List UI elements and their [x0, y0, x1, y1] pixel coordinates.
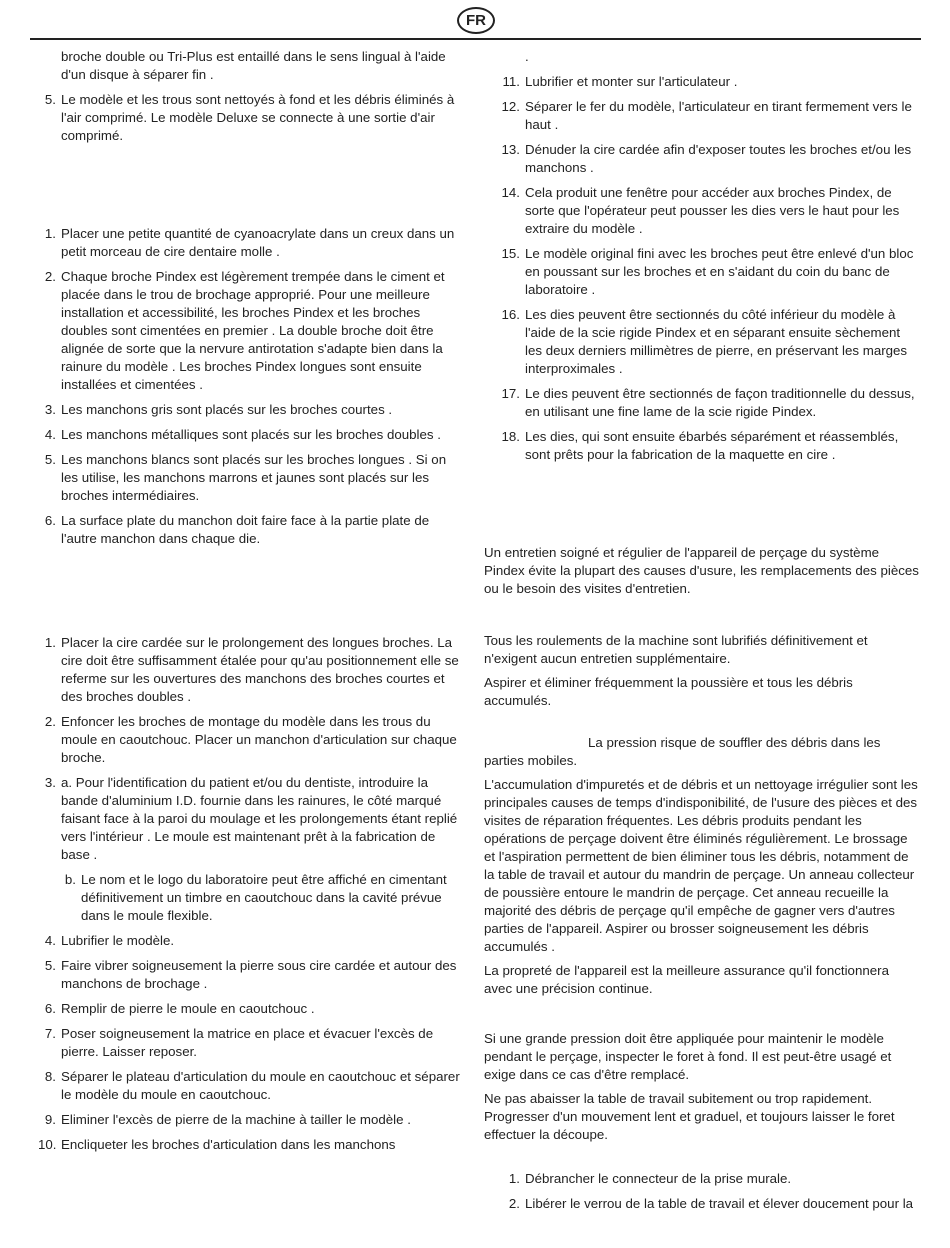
left-intro-list: [38, 48, 466, 145]
list-item-number: 18.: [501, 429, 520, 444]
list-item-text: Les manchons gris sont placés sur les broches courtes .: [61, 402, 393, 417]
list-item-text: Faire vibrer soigneusement la pierre sous cire cardée et autour des manchons de brochage .: [61, 958, 457, 991]
list-item-number: 14.: [501, 185, 520, 200]
list-item: [38, 713, 466, 767]
list-item-text: Le nom et le logo du laboratoire peut être affiché en cimentant définitivement un timbre en caoutchouc dans la cavité prévue dans le moule flexible.: [81, 872, 447, 923]
list-item-text: Cela produit une fenêtre pour accéder aux broches Pindex, de sorte que l'opérateur peut pousser les dies vers le haut pour les extraire du modèle .: [525, 185, 900, 236]
debris-paragraph: L'accumulation d'impuretés et de débris et un nettoyage irrégulier sont les principales causes de temps d'indisponibilité, de l'usure des pièces et des visites de réparation fréquentes. Les débris produits pendant les opérations de perçage doivent être éliminés régulièrement. Le brossage et l'aspiration permettent de bien éliminer tous les débris, notamment de la table de travail et autour du mandrin de perçage. Un anneau collecteur de poussière entoure le mandrin de perçage. Cet anneau recueille la majorité des débris de perçage qu'il empêche de gagner vers d'autres parties de l'appareil. Aspirer ou brosser soigneusement les débris accumulés .: [484, 777, 918, 954]
drill-replacement-steps: [484, 1170, 920, 1213]
list-item-text: Séparer le plateau d'articulation du moule en caoutchouc et séparer le modèle du moule en caoutchouc.: [61, 1069, 460, 1102]
list-item: [38, 225, 466, 261]
list-item-text: Dénuder la cire cardée afin d'exposer toutes les broches et/ou les manchons .: [525, 142, 912, 175]
list-item-number: 6.: [44, 513, 56, 528]
list-item-number: 4.: [44, 427, 56, 442]
list-item-text: Enfoncer les broches de montage du modèle dans les trous du moule en caoutchouc. Placer un manchon d'articulation sur chaque broche.: [61, 714, 457, 765]
list-item: [38, 451, 466, 505]
drill-pressure-note: Si une grande pression doit être appliquée pour maintenir le modèle pendant le perçage, inspecter le foret à fond. Il est peut-être usagé et exige dans ce cas d'être remplacé.: [484, 1031, 892, 1082]
list-item-number: 5.: [44, 452, 56, 467]
left-column: [38, 48, 466, 1161]
list-item-number: 13.: [501, 142, 520, 157]
list-item-number: 7.: [44, 1026, 56, 1041]
list-item: [484, 1170, 920, 1188]
list-item-number: 17.: [501, 386, 520, 401]
list-item-number: 5.: [44, 958, 56, 973]
list-item: [38, 957, 466, 993]
list-item-text: Chaque broche Pindex est légèrement trempée dans le ciment et placée dans le trou de brochage approprié. Pour une meilleure installation et accessibilité, les broches Pindex et les broches doubles sont cimentées en premier . La double broche doit être alignée de sorte que la nervure antirotation s'adapte bien dans la rainure du modèle . Les broches Pindex longues sont ensuite installées et cimentées .: [61, 269, 445, 392]
list-item: [38, 401, 466, 419]
list-item-number: 3.: [44, 402, 56, 417]
maintenance-intro: Un entretien soigné et régulier de l'appareil de perçage du système Pindex évite la plupart des causes d'usure, les remplacements des pièces ou le besoin des visites d'entretien.: [484, 545, 919, 596]
list-item-number: 9.: [44, 1112, 56, 1127]
list-item: [38, 426, 466, 444]
list-item: [38, 932, 466, 950]
list-item-number: 16.: [501, 307, 520, 322]
list-item-text: Les manchons métalliques sont placés sur les broches doubles .: [61, 427, 441, 442]
list-item-number: 4.: [44, 933, 56, 948]
list-item-text: broche double ou Tri-Plus est entaillé dans le sens lingual à l'aide d'un disque à séparer fin .: [61, 49, 446, 82]
list-item-text: Le modèle original fini avec les broches peut être enlevé d'un bloc en poussant sur les broches et en s'aidant du coin du banc de laboratoire .: [525, 246, 914, 297]
list-item-text: Lubrifier le modèle.: [61, 933, 175, 948]
list-item-text: Débrancher le connecteur de la prise murale.: [525, 1171, 792, 1186]
list-item: [484, 1195, 920, 1213]
pin-cementing-steps: [38, 225, 466, 548]
list-item-text: Libérer le verrou de la table de travail et élever doucement pour la: [525, 1196, 914, 1211]
list-item: [484, 306, 920, 378]
list-item-text: a. Pour l'identification du patient et/ou du dentiste, introduire la bande d'aluminium I.D. fournie dans les rainures, le côté marqué faisant face à la paroi du moulage et les prolongements étant replié vers l'intérieur . Le moule est maintenant prêt à la fabrication de base .: [61, 775, 458, 862]
maintenance-section: [484, 544, 920, 1144]
list-item-text: Le modèle et les trous sont nettoyés à fond et les débris éliminés à l'air comprimé. Le modèle Deluxe se connecte à une sortie d'air comprimé.: [61, 92, 455, 143]
list-item-text: Placer une petite quantité de cyanoacrylate dans un creux dans un petit morceau de cire dentaire molle .: [61, 226, 455, 259]
list-item-text: Les dies peuvent être sectionnés du côté inférieur du modèle à l'aide de la scie rigide Pindex et en séparant ensuite sèchement les deux derniers millimètres de pierre, en préservant les marges interproximales .: [525, 307, 908, 376]
list-item-number: b.: [64, 872, 76, 887]
list-item-text: Encliqueter les broches d'articulation dans les manchons: [61, 1137, 396, 1152]
list-item: [38, 268, 466, 394]
list-item-number: 2.: [44, 269, 56, 284]
bearings-note: Tous les roulements de la machine sont lubrifiés définitivement et n'exigent aucun entretien supplémentaire.: [484, 633, 868, 666]
list-item: [38, 1000, 466, 1018]
list-item-number: [484, 48, 525, 66]
list-item: [38, 774, 466, 864]
list-item: [484, 385, 920, 421]
list-item: [484, 98, 920, 134]
list-item: [484, 245, 920, 299]
dust-note: Aspirer et éliminer fréquemment la poussière et tous les débris accumulés.: [484, 675, 853, 708]
list-item: [38, 871, 466, 925]
list-item: [484, 184, 920, 238]
list-item: [38, 1025, 466, 1061]
list-item: [484, 73, 920, 91]
list-item: [38, 91, 466, 145]
list-item-text: Remplir de pierre le moule en caoutchouc .: [61, 1001, 315, 1016]
list-item: [38, 1068, 466, 1104]
list-item-number: 11.: [502, 74, 520, 89]
list-item-text: .: [525, 49, 529, 64]
list-item: [38, 48, 466, 84]
list-item-number: 5.: [44, 92, 56, 107]
list-item-number: 1.: [44, 635, 56, 650]
list-item-text: Placer la cire cardée sur le prolongement des longues broches. La cire doit être suffisamment étalée pour qu'au positionnement elle se referme sur les ouvertures des manchons des broches courtes et des broches doubles .: [61, 635, 459, 704]
list-item-number: 3.: [44, 775, 56, 790]
list-item-number: 15.: [501, 246, 520, 261]
list-item-number: 1.: [44, 226, 56, 241]
list-item: [38, 512, 466, 548]
list-item: [38, 1136, 466, 1154]
right-column: [484, 48, 920, 1220]
list-item-text: Eliminer l'excès de pierre de la machine à tailler le modèle .: [61, 1112, 411, 1127]
list-item-text: Séparer le fer du modèle, l'articulateur en tirant fermement vers le haut .: [525, 99, 912, 132]
list-item: [38, 634, 466, 706]
list-item: [38, 1111, 466, 1129]
language-badge: FR: [457, 7, 495, 34]
list-item-number: [38, 48, 61, 84]
list-item-number: 2.: [508, 1196, 520, 1211]
list-item-number: 10.: [38, 1137, 57, 1152]
list-item-text: Poser soigneusement la matrice en place et évacuer l'excès de pierre. Laisser reposer.: [61, 1026, 434, 1059]
header-rule: [30, 38, 921, 40]
pressure-warning: La pression risque de souffler des débris dans les parties mobiles.: [484, 735, 881, 768]
list-item: [484, 48, 920, 66]
list-item-number: 12.: [501, 99, 520, 114]
list-item-number: 2.: [44, 714, 56, 729]
list-item-text: Les manchons blancs sont placés sur les broches longues . Si on les utilise, les manchons marrons et jaunes sont placés sur les broches intermédiaires.: [61, 452, 447, 503]
list-item-number: 8.: [44, 1069, 56, 1084]
list-item-number: 1.: [508, 1171, 520, 1186]
cleanliness-note: La propreté de l'appareil est la meilleure assurance qu'il fonctionnera avec une précision continue.: [484, 963, 889, 996]
base-casting-steps: [38, 634, 466, 1154]
table-lowering-note: Ne pas abaisser la table de travail subitement ou trop rapidement. Progresser d'un mouvement lent et graduel, et toujours laisser le foret effectuer la découpe.: [484, 1091, 895, 1142]
list-item: [484, 428, 920, 464]
list-item-text: Lubrifier et monter sur l'articulateur .: [525, 74, 738, 89]
list-item-text: Les dies, qui sont ensuite ébarbés séparément et réassemblés, sont prêts pour la fabrication de la maquette en cire .: [525, 429, 899, 462]
list-item-text: La surface plate du manchon doit faire face à la partie plate de l'autre manchon dans chaque die.: [61, 513, 430, 546]
list-item: [484, 141, 920, 177]
die-separation-steps: [484, 48, 920, 464]
list-item-text: Le dies peuvent être sectionnés de façon traditionnelle du dessus, en utilisant une fine lame de la scie rigide Pindex.: [525, 386, 915, 419]
list-item-number: 6.: [44, 1001, 56, 1016]
